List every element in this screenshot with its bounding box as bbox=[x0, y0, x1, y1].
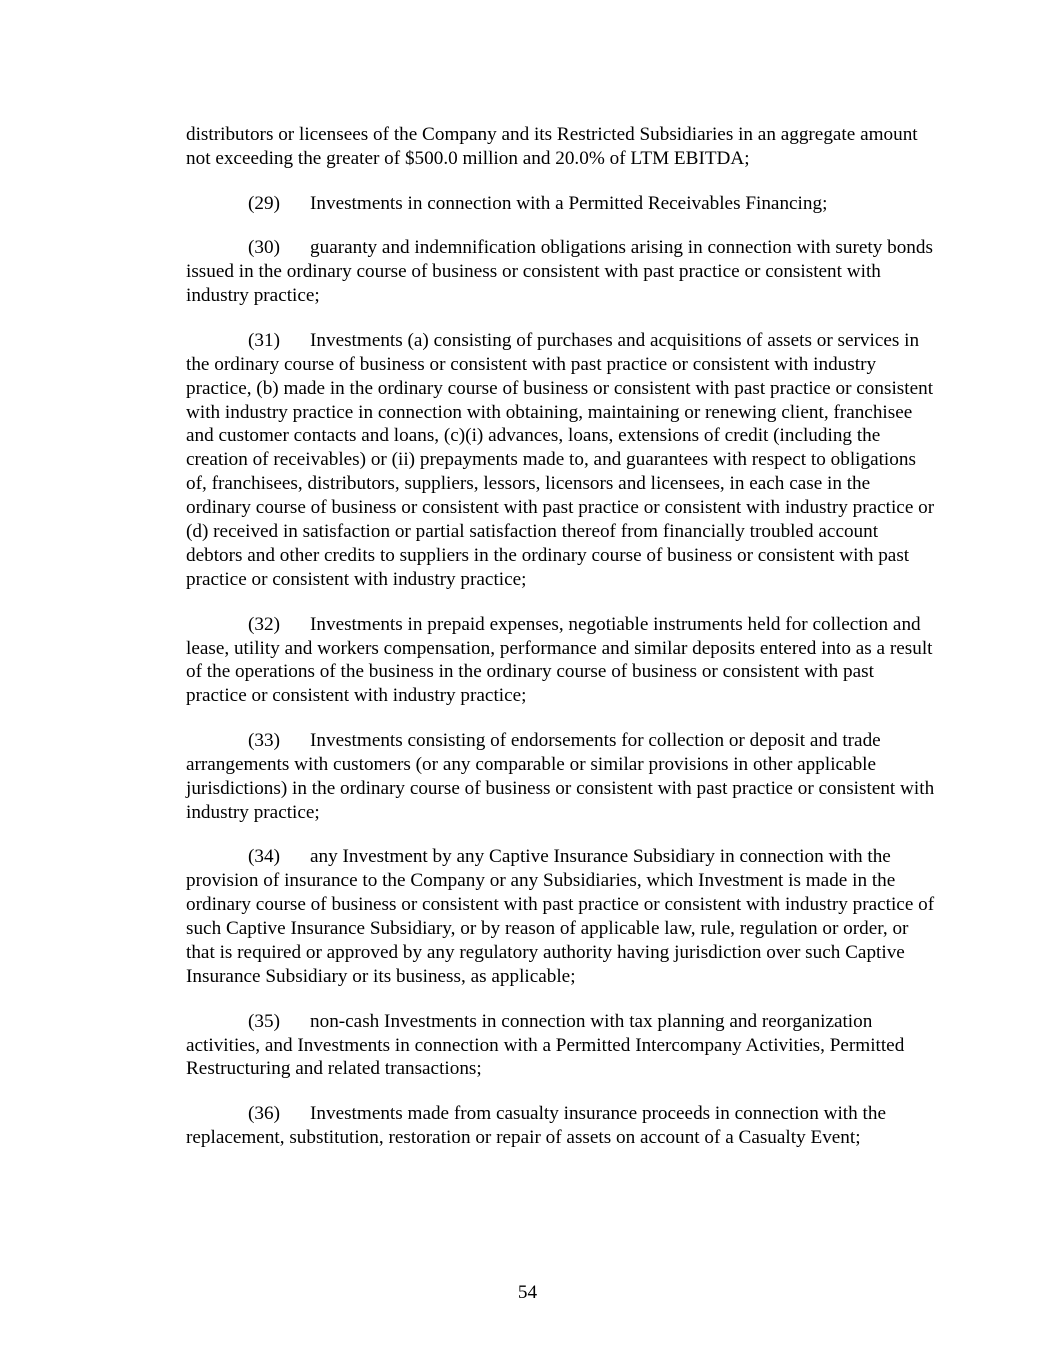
continuation-paragraph: distributors or licensees of the Company and its Restricted Subsidiaries in an aggregate amount not exceeding the greater of $500.0 million and 20.0% of LTM EBITDA; bbox=[186, 124, 918, 169]
item-number: (33) bbox=[248, 730, 280, 752]
item-number: (29) bbox=[248, 192, 280, 214]
item-text: Investments in connection with a Permitted Receivables Financing; bbox=[310, 192, 828, 214]
list-item-33 bbox=[186, 729, 936, 825]
item-text: Investments consisting of endorsements for collection or deposit and trade arrangements with customers (or any comparable or similar provisions in other applicable jurisdictions) in the ordinary course of business or consistent with past practice or consistent with industry practice; bbox=[186, 730, 935, 823]
item-number: (36) bbox=[248, 1103, 280, 1125]
item-text: non-cash Investments in connection with tax planning and reorganization activities, and Investments in connection with a Permitted Intercompany Activities, Permitted Restructuring and related transactions; bbox=[186, 1010, 905, 1080]
item-text: guaranty and indemnification obligations arising in connection with surety bonds issued in the ordinary course of business or consistent with past practice or consistent with industry practice; bbox=[186, 237, 933, 307]
item-text: Investments in prepaid expenses, negotiable instruments held for collection and lease, utility and workers compensation, performance and similar deposits entered into as a result of the operations of the business in the ordinary course of business or consistent with past practice or consistent with industry practice; bbox=[186, 613, 933, 707]
item-number: (30) bbox=[248, 237, 280, 259]
document-body bbox=[186, 123, 936, 1171]
list-item-29 bbox=[186, 192, 936, 216]
item-text: Investments (a) consisting of purchases and acquisitions of assets or services in the ordinary course of business or consistent with past practice or consistent with industry practice, (b) made in the ordinary course of business or consistent with past practice or consistent with industry practice in connection with obtaining, maintaining or renewing client, franchisee and customer contacts and loans, (c)(i) advances, loans, extensions of credit (including the creation of receivables) or (ii) prepayments made to, and guarantees with respect to obligations of, franchisees, distributors, suppliers, lessors, licensors and licensees, in each case in the ordinary course of business or consistent with past practice or consistent with industry practice or (d) received in satisfaction or partial satisfaction thereof from financially troubled account debtors and other credits to suppliers in the ordinary course of business or consistent with past practice or consistent with industry practice; bbox=[186, 329, 935, 590]
list-item-30 bbox=[186, 236, 936, 308]
list-item-35 bbox=[186, 1010, 936, 1082]
item-number: (34) bbox=[248, 846, 280, 868]
item-number: (31) bbox=[248, 329, 280, 351]
item-text: any Investment by any Captive Insurance Subsidiary in connection with the provision of insurance to the Company or any Subsidiaries, which Investment is made in the ordinary course of business or consistent with past practice or consistent with industry practice of such Captive Insurance Subsidiary, or by reason of applicable law, rule, regulation or order, or that is required or approved by any regulatory authority having jurisdiction over such Captive Insurance Subsidiary or its business, as applicable; bbox=[186, 846, 935, 987]
item-text: Investments made from casualty insurance proceeds in connection with the replacement, substitution, restoration or repair of assets on account of a Casualty Event; bbox=[186, 1103, 886, 1149]
list-item-32 bbox=[186, 613, 936, 709]
list-item-34 bbox=[186, 845, 936, 988]
item-number: (35) bbox=[248, 1010, 280, 1032]
list-item-31 bbox=[186, 329, 936, 592]
page-number: 54 bbox=[517, 1282, 538, 1303]
list-item-36 bbox=[186, 1102, 936, 1150]
item-number: (32) bbox=[248, 613, 280, 635]
